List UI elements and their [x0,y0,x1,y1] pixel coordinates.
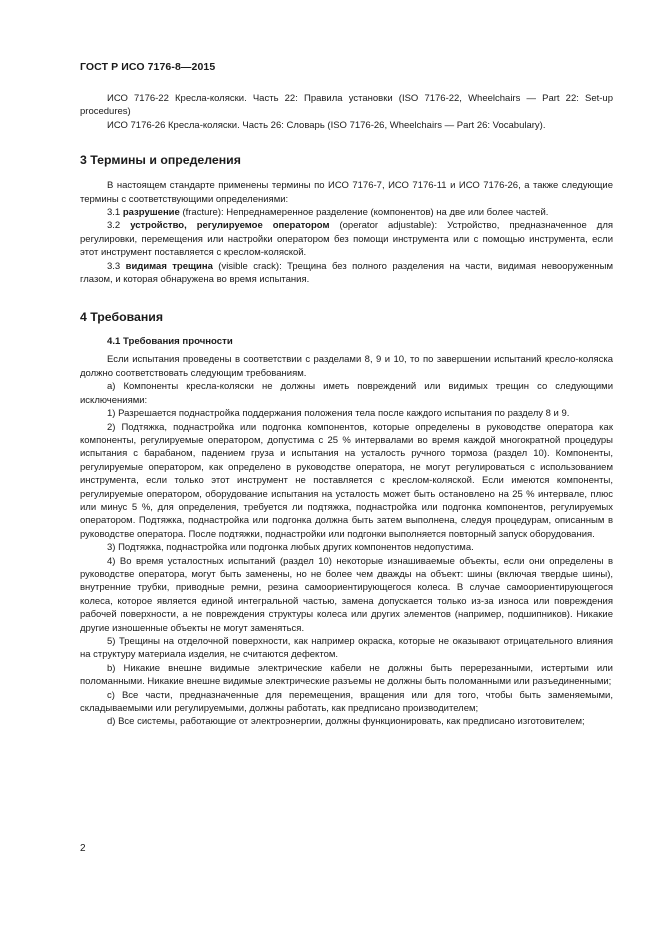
term-name: разрушение [122,207,180,219]
term-text: (fracture): Непреднамеренное разделение (компонентов) на две или более частей. [182,207,549,219]
body-paragraph: 2) Подтяжка, поднастройка или подгонка компонентов, которые определены в руководстве оператора как компоненты, регулируемые оператором, допустима с 25 % интервалами во время каждой многократной процедуры испытания с барабаном, падением груза и испытания на усталость ручного тормоза (раздел 10). Компоненты, регулируемые оператором, как определено в руководстве оператора, не могут регулироваться с использованием инструмента, если только этот инструмент не поставляется с креслом-коляской. Если имеются компоненты, регулируемые оператором, оборудование испытания на усталость может быть остановлено на 25 % интервале, плюс или минус 5 %, для определения, требуется ли подтяжка, поднастройка или подгонка компонентов, регулируемых оператором. Подтяжка, поднастройка или подгонка должна быть затем выполнена, следуя процедурам, описанным в руководстве оператора. После подтяжки, поднастройки или подгонки выполняется повторный запуск оборудования. [80,421,613,540]
reference-item: ИСО 7176-22 Кресла-коляски. Часть 22: Правила установки (ISO 7176-22, Wheelchairs — Part 22: Set-up procedures) [80,93,613,118]
standard-header: ГОСТ Р ИСО 7176-8—2015 [80,61,216,73]
term-name: видимая трещина [125,260,213,272]
term-number: 3.1 [107,207,121,219]
body-paragraph: d) Все системы, работающие от электроэнергии, должны функционировать, как предписано изготовителем; [107,716,585,728]
term-definition [80,206,613,219]
body-paragraph: c) Все части, предназначенные для перемещения, вращения или для того, чтобы быть заменяемыми, складываемыми или регулируемыми, должны работать, как предписано производителем; [80,689,613,715]
term-name: устройство, регулируемое оператором [130,220,330,232]
body-paragraph: 5) Трещины на отделочной поверхности, как например окраска, которые не оказывают отрицательного влияния на структуру материала изделия, не считаются дефектом. [80,636,613,661]
subsection-4-1-title: 4.1 Требования прочности [107,336,233,348]
body-paragraph: Если испытания проведены в соответствии с разделами 8, 9 и 10, то по завершении испытаний кресло-коляска должно соответствовать следующим требованиям. [80,354,613,379]
body-paragraph: а) Компоненты кресла-коляски не должны иметь повреждений или видимых трещин со следующими исключениями: [80,381,613,406]
term-text: (operator adjustable): Устройство, предназначенное для регулировки, перемещения или настройки оператором без помощи инструмента или с помощью инструмента, если этот инструмент поставляется с креслом-коляской. [80,220,614,259]
section-3-intro: В настоящем стандарте применены термины по ИСО 7176-7, ИСО 7176-11 и ИСО 7176-26, а также следующие термины с соответствующими определениями: [80,180,613,205]
section-3-title: 3 Термины и определения [80,153,241,168]
term-definition [80,219,613,259]
term-definition [80,260,613,287]
section-4-title: 4 Требования [80,310,163,325]
body-paragraph: b) Никакие внешне видимые электрические кабели не должны быть перерезанными, истертыми или поломанными. Никакие внешне видимые электрические разъемы не должны быть поломанными или разъединенными; [80,662,613,688]
term-text: (visible crack): Трещина без полного разделения на части, видимая невооруженным глазом, и которая обнаружена во время испытания. [80,260,614,286]
term-number: 3.3 [107,260,121,272]
body-paragraph: 1) Разрешается поднастройка поддержания положения тела после каждого испытания по разделу 8 и 9. [107,408,570,420]
page-content [80,92,613,729]
reference-item: ИСО 7176-26 Кресла-коляски. Часть 26: Словарь (ISO 7176-26, Wheelchairs — Part 26: Vocabulary). [107,119,546,131]
page-number: 2 [80,843,86,854]
body-paragraph: 3) Подтяжка, поднастройка или подгонка любых других компонентов недопустима. [107,542,474,554]
body-paragraph: 4) Во время усталостных испытаний (раздел 10) некоторые изнашиваемые объекты, если они определены в руководстве оператора, могут быть заменены, но не более чем дважды на объект: шины (включая твердые шины), внутренние трубки, приводные ремни, резина самоориентирующегося колеса. В случае самоориентирующегося колеса, которое является единой интегральной частью, замена допускается только из-за износа или повреждения рабочей поверхности, а не повреждения структуры колеса или других элементов (например, подшипников). Никакие другие изношенные объекты не могут заменяться. [80,555,613,634]
term-number: 3.2 [107,220,121,232]
